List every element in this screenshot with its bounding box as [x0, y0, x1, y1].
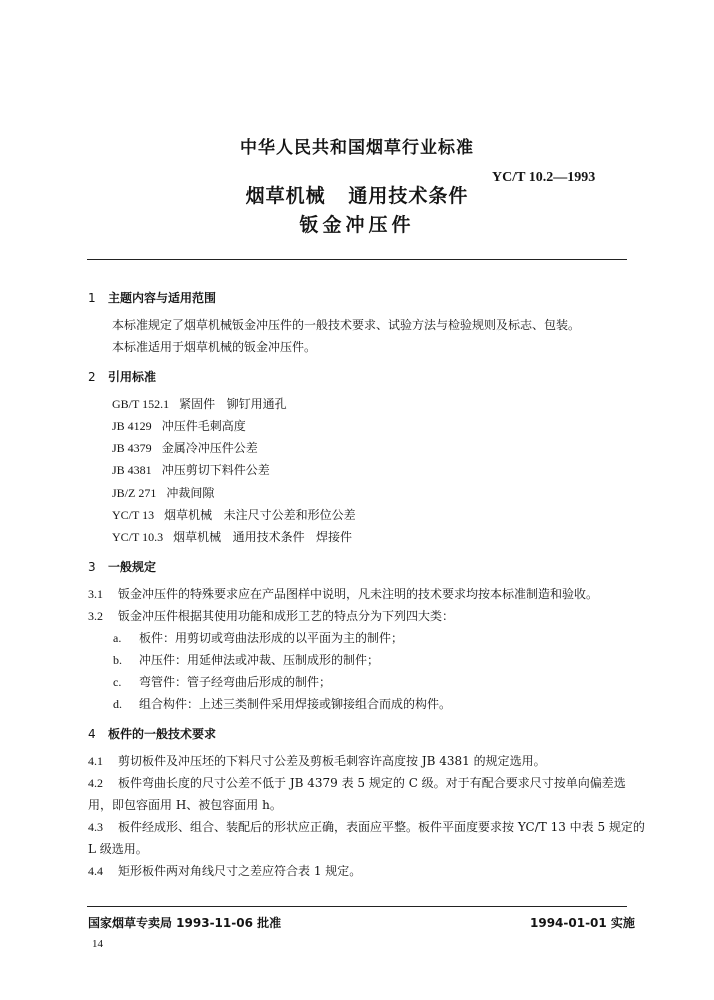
section-title: 一般规定: [108, 560, 157, 574]
org-title: 中华人民共和国烟草行业标准: [240, 138, 474, 158]
clause-number: 3.2: [88, 609, 103, 623]
section-1-heading: [88, 289, 216, 306]
clause-3-1: [88, 585, 598, 602]
header-divider: [87, 259, 627, 260]
item-letter: c.: [113, 675, 122, 689]
reference-name: 烟草机械 通用技术条件 焊接件: [173, 530, 353, 544]
clause-4-4: [88, 862, 361, 879]
clause-4-1: [88, 752, 546, 769]
reference-name: 烟草机械 未注尺寸公差和形位公差: [164, 508, 356, 522]
item-letter: b.: [113, 653, 122, 667]
item-letter: d.: [113, 697, 122, 711]
reference-code: GB/T 152.1: [112, 397, 170, 411]
clause-number: 3.1: [88, 587, 103, 601]
clause-4-3: [88, 818, 645, 835]
section-1-paragraph-1: 本标准规定了烟草机械钣金冲压件的一般技术要求、试验方法与检验规则及标志、包装。: [112, 318, 581, 332]
section-title: 板件的一般技术要求: [108, 727, 217, 741]
clause-number: 4.1: [88, 754, 103, 768]
reference-code: JB 4381: [112, 463, 152, 477]
list-item: [113, 673, 331, 690]
page-number: 14: [92, 938, 103, 950]
clause-4-2: [88, 774, 626, 791]
list-item: [113, 695, 451, 712]
clause-text: 剪切板件及冲压坯的下料尺寸公差及剪板毛刺容许高度按 JB 4381 的规定选用。: [118, 754, 546, 768]
list-item: [113, 651, 379, 668]
section-number: 1: [88, 291, 96, 305]
item-text: 板件：用剪切或弯曲法形成的以平面为主的制件；: [139, 631, 404, 645]
item-text: 弯管件：管子经弯曲后形成的制件；: [139, 675, 332, 689]
reference-item: [112, 417, 246, 434]
reference-name: 金属冷冲压件公差: [161, 441, 258, 455]
standard-code: YC/T 10.2—1993: [492, 170, 596, 185]
document-title-line2: 钣金冲压件: [299, 214, 415, 236]
reference-item: [112, 506, 356, 523]
reference-code: JB/Z 271: [112, 486, 157, 500]
reference-code: JB 4129: [112, 419, 152, 433]
reference-item: [112, 484, 214, 501]
reference-item: [112, 528, 352, 545]
reference-code: YC/T 13: [112, 508, 155, 522]
clause-text: 钣金冲压件的特殊要求应在产品图样中说明，凡未注明的技术要求均按本标准制造和验收。: [118, 587, 599, 601]
clause-4-2-continued: 用，即包容面用 H、被包容面用 h。: [88, 798, 282, 812]
reference-code: JB 4379: [112, 441, 152, 455]
footer-divider: [87, 906, 627, 907]
clause-number: 4.3: [88, 820, 103, 834]
item-text: 组合构件：上述三类制件采用焊接或铆接组合而成的构件。: [139, 697, 452, 711]
reference-item: [112, 395, 287, 412]
section-number: 2: [88, 370, 96, 384]
list-item: [113, 629, 403, 646]
section-2-heading: [88, 368, 156, 385]
clause-text: 板件经成形、组合、装配后的形状应正确，表面应平整。板件平面度要求按 YC/T 13 中表 5 规定的: [118, 820, 645, 834]
section-number: 4: [88, 727, 96, 741]
item-text: 冲压件：用延伸法或冲裁、压制成形的制件；: [139, 653, 380, 667]
clause-text: 板件弯曲长度的尺寸公差不低于 JB 4379 表 5 规定的 C 级。对于有配合要求尺寸按单向偏差选: [118, 776, 626, 790]
clause-number: 4.2: [88, 776, 103, 790]
clause-text: 矩形板件两对角线尺寸之差应符合表 1 规定。: [118, 864, 362, 878]
clause-4-3-continued: L 级选用。: [88, 842, 148, 856]
clause-3-2: [88, 607, 454, 624]
reference-item: [112, 461, 270, 478]
reference-item: [112, 439, 258, 456]
section-title: 引用标准: [108, 370, 157, 384]
document-title-line1: 烟草机械 通用技术条件: [245, 185, 469, 207]
section-1-paragraph-2: 本标准适用于烟草机械的钣金冲压件。: [112, 340, 317, 354]
section-title: 主题内容与适用范围: [108, 291, 217, 305]
section-number: 3: [88, 560, 96, 574]
implementation-date: 1994-01-01 实施: [530, 916, 635, 930]
reference-name: 冲裁间隙: [166, 486, 215, 500]
item-letter: a.: [113, 631, 122, 645]
reference-name: 冲压剪切下料件公差: [161, 463, 270, 477]
clause-text: 钣金冲压件根据其使用功能和成形工艺的特点分为下列四大类：: [118, 609, 455, 623]
clause-number: 4.4: [88, 864, 103, 878]
reference-code: YC/T 10.3: [112, 530, 164, 544]
section-3-heading: [88, 558, 156, 575]
approval-date: 国家烟草专卖局 1993-11-06 批准: [88, 916, 282, 930]
reference-name: 冲压件毛刺高度: [161, 419, 246, 433]
section-4-heading: [88, 725, 216, 742]
reference-name: 紧固件 铆钉用通孔: [179, 397, 287, 411]
